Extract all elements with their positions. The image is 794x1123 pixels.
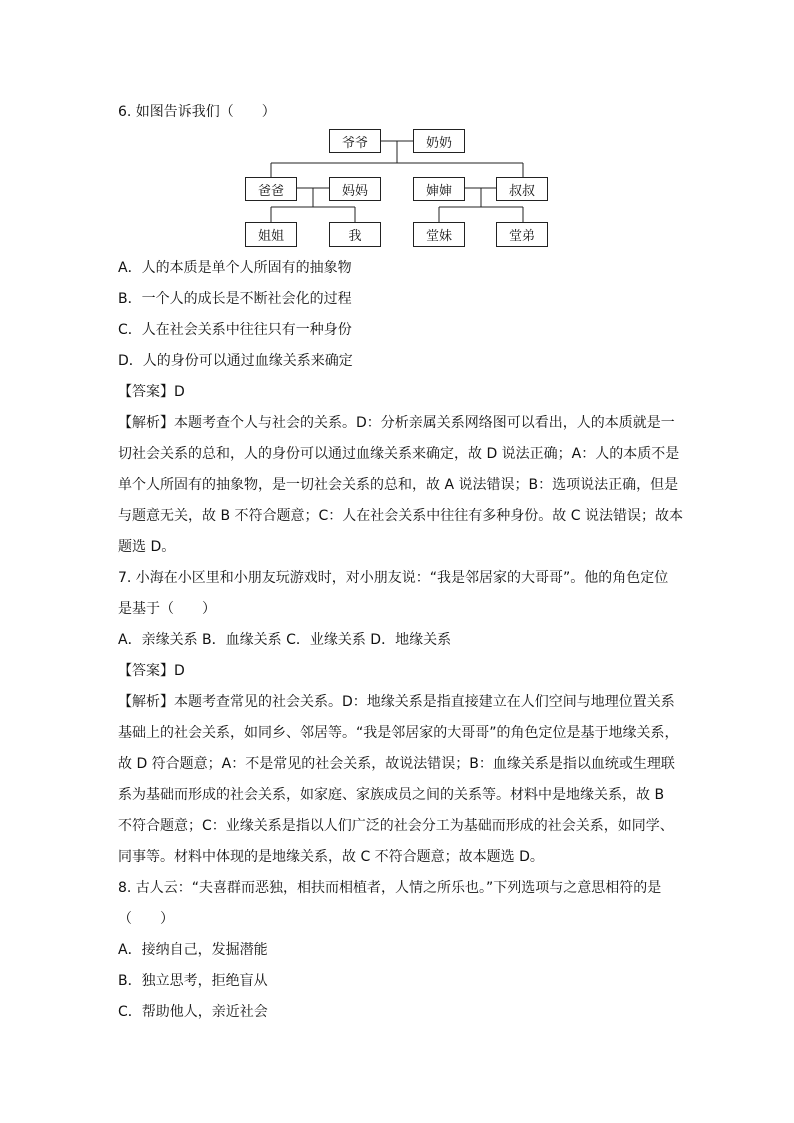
tree-node-grandma: 奶奶 (413, 129, 465, 153)
tree-node-uncle: 叔叔 (496, 177, 548, 201)
q6-option-b: B．一个人的成长是不断社会化的过程 (118, 291, 352, 307)
q8-option-a: A．接纳自己，发掘潜能 (118, 942, 268, 958)
tree-node-mom: 妈妈 (329, 177, 381, 201)
tree-node-sister: 姐姐 (245, 222, 297, 247)
q8-option-b: B．独立思考，拒绝盲从 (118, 973, 268, 989)
tree-node-cousin-female: 堂妹 (413, 222, 465, 247)
tree-node-aunt: 婶婶 (413, 177, 465, 201)
q7-analysis-line: 【解析】本题考查常见的社会关系。D：地缘关系是指直接建立在人们空间与地理位置关系 (118, 694, 675, 710)
tree-node-dad: 爸爸 (245, 177, 297, 201)
tree-node-me: 我 (329, 222, 381, 247)
q7-analysis-line: 不符合题意；C：业缘关系是指以人们广泛的社会分工为基础而形成的社会关系，如同学、 (118, 818, 674, 834)
q8-option-c: C．帮助他人，亲近社会 (118, 1004, 268, 1020)
q6-analysis-line: 题选 D。 (118, 539, 176, 555)
q6-option-a: A．人的本质是单个人所固有的抽象物 (118, 260, 352, 276)
q7-options: A．亲缘关系 B．血缘关系 C．业缘关系 D．地缘关系 (118, 632, 452, 648)
q7-answer: 【答案】D (118, 663, 185, 679)
q6-analysis-line: 单个人所固有的抽象物，是一切社会关系的总和，故 A 说法错误；B：选项说法正确，但是 (118, 477, 679, 493)
q6-analysis-line: 切社会关系的总和，人的身份可以通过血缘关系来确定，故 D 说法正确；A：人的本质不是 (118, 446, 680, 462)
q6-analysis-line: 【解析】本题考查个人与社会的关系。D：分析亲属关系网络图可以看出，人的本质就是一 (118, 415, 675, 431)
q7-analysis-line: 故 D 符合题意；A：不是常见的社会关系，故说法错误；B：血缘关系是指以血统或生理联 (118, 756, 675, 772)
tree-node-cousin-male: 堂弟 (496, 222, 548, 247)
q7-analysis-line: 基础上的社会关系，如同乡、邻居等。“我是邻居家的大哥哥”的角色定位是基于地缘关系， (118, 725, 679, 741)
q6-option-c: C．人在社会关系中往往只有一种身份 (118, 322, 352, 338)
q6-analysis-line: 与题意无关，故 B 不符合题意；C：人在社会关系中往往有多种身份。故 C 说法错误；故本 (118, 508, 683, 524)
q7-analysis-line: 同事等。材料中体现的是地缘关系，故 C 不符合题意；故本题选 D。 (118, 849, 544, 865)
q7-analysis-line: 系为基础而形成的社会关系，如家庭、家族成员之间的关系等。材料中是地缘关系，故 B (118, 787, 665, 803)
q7-stem-line: 7. 小海在小区里和小朋友玩游戏时，对小朋友说：“我是邻居家的大哥哥”。他的角色定位 (118, 570, 669, 586)
tree-node-grandpa: 爷爷 (329, 129, 381, 153)
q6-option-d: D．人的身份可以通过血缘关系来确定 (118, 353, 353, 369)
q7-stem-line: 是基于（ ） (118, 601, 216, 617)
q8-stem-line: 8. 古人云：“夫喜群而恶独，相扶而相植者，人情之所乐也。”下列选项与之意思相符的是 (118, 880, 662, 896)
q8-stem-line: （ ） (118, 911, 174, 927)
family-tree-lines (0, 0, 794, 260)
q6-answer: 【答案】D (118, 384, 185, 400)
q6-stem: 6. 如图告诉我们（ ） (118, 104, 276, 120)
